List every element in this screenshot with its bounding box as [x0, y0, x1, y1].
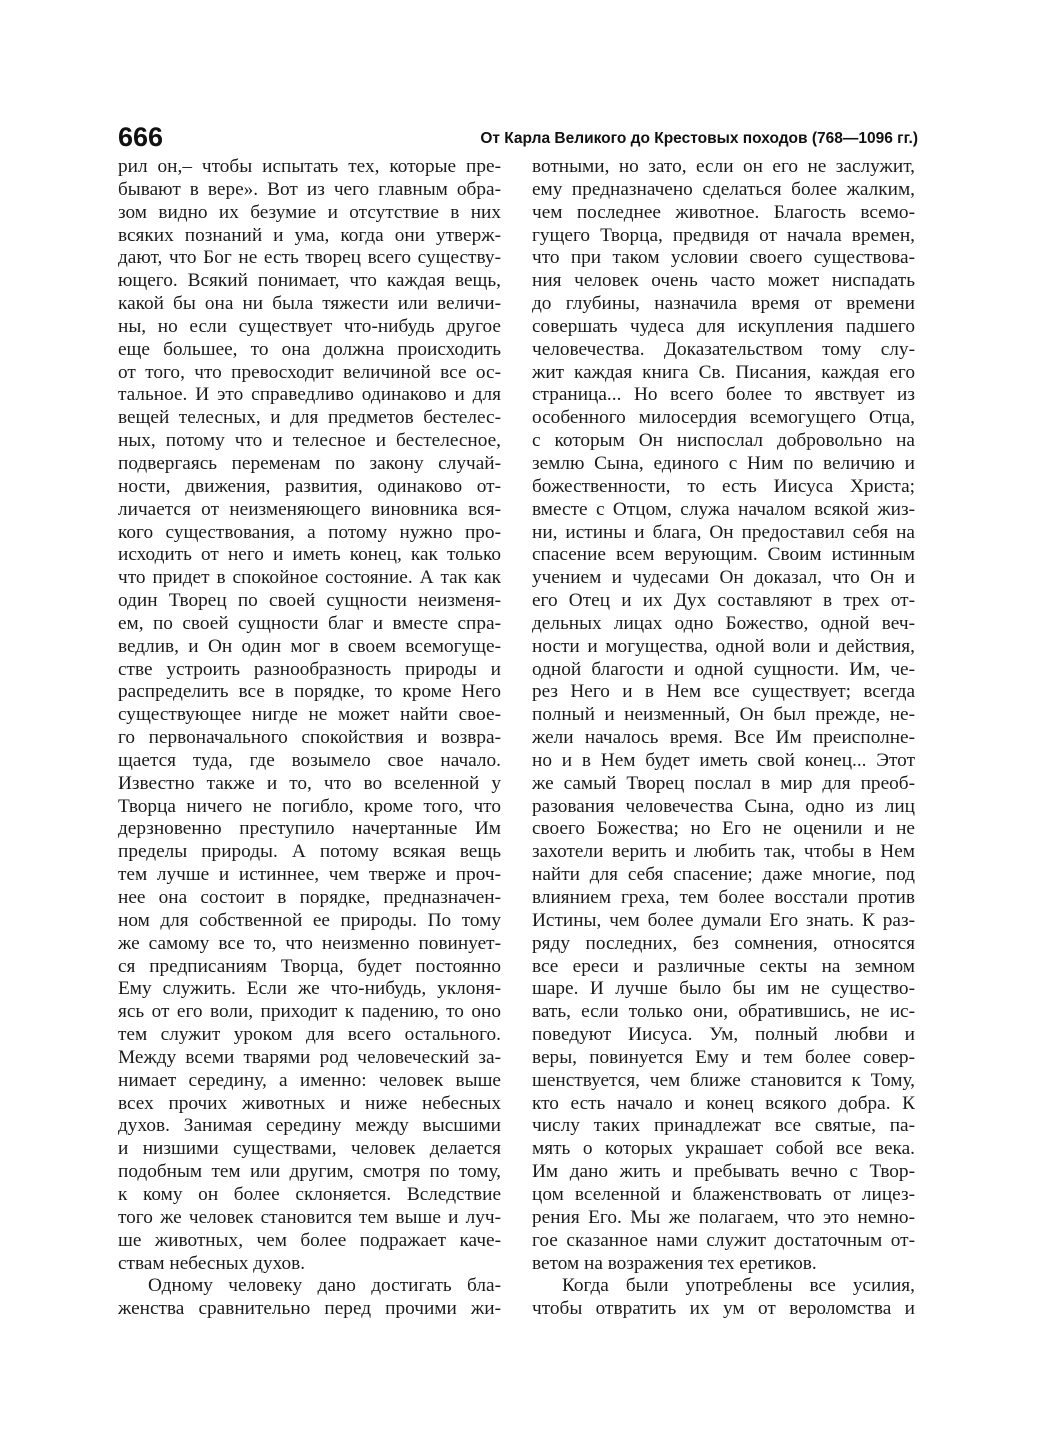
text-line: нимает середину, а именно: человек выше	[118, 1069, 501, 1091]
text-line: кого существования, а потому нужно про-	[118, 521, 501, 543]
page-header	[118, 112, 918, 152]
text-line: Им дано жить и пребывать вечно с Твор-	[532, 1161, 915, 1183]
text-line: к кому он более склоняется. Вследствие	[118, 1183, 501, 1205]
text-line: еще большее, то она должна происходить	[118, 338, 501, 360]
text-line: жели началось время. Все Им преисполне-	[532, 727, 915, 749]
text-line: чтобы отвратить их ум от вероломства и	[532, 1298, 915, 1320]
text-line: землю Сына, единого с Ним по величию и	[532, 452, 915, 474]
text-line: Известно также и то, что во вселенной у	[118, 772, 501, 794]
text-line: чем последнее животное. Благость всемо-	[532, 201, 915, 223]
text-line: тальное. И это справедливо одинаково и для	[118, 384, 501, 406]
text-line: ясь от его воли, приходит к падению, то оно	[118, 1001, 501, 1023]
text-line: до глубины, назначила время от времени	[532, 293, 915, 315]
text-line: ше животных, чем более подражает каче-	[118, 1229, 501, 1251]
text-line: тем лучше и истиннее, чем тверже и проч-	[118, 864, 501, 886]
text-line: полный и неизменный, Он был прежде, не-	[532, 704, 915, 726]
text-line: один Творец по своей сущности неизменя-	[118, 590, 501, 612]
text-line: гое сказанное нами служит достаточным от-	[532, 1229, 915, 1251]
text-line: тем служит уроком для всего остального.	[118, 1024, 501, 1046]
text-line: ствам небесных духов.	[118, 1252, 306, 1274]
text-line: его Отец и их Дух составляют в трех от-	[532, 590, 915, 612]
text-line: божественности, то есть Иисуса Христа;	[532, 475, 915, 497]
text-line: ряду последних, без сомнения, относятся	[532, 932, 915, 954]
text-line: существующее нигде не может найти свое-	[118, 704, 501, 726]
text-line: вать, если только они, обратившись, не ис-	[532, 1001, 915, 1023]
text-line: пределы природы. А потому всякая вещь	[118, 841, 501, 863]
text-line: женства сравнительно перед прочими жи-	[118, 1298, 501, 1320]
text-line: мять о которых украшает собой все века.	[532, 1138, 915, 1160]
text-line: спасение всем верующим. Своим истинным	[532, 544, 915, 566]
text-line: же самый Творец послал в мир для преоб-	[532, 772, 915, 794]
text-line: жит каждая книга Св. Писания, каждая его	[532, 361, 915, 383]
text-line: от того, что превосходит величиной все ос-	[118, 361, 501, 383]
text-line: ности, движения, развития, одинаково от-	[118, 475, 501, 497]
text-line: личается от неизменяющего виновника вся-	[118, 498, 501, 520]
text-line: человечества. Доказательством тому слу-	[532, 338, 915, 360]
text-line: своего Божества; но Его не оценили и не	[532, 818, 915, 840]
text-line: ни, истины и блага, Он предоставил себя на	[532, 521, 915, 543]
text-line: числу таких принадлежат все святые, па-	[532, 1115, 915, 1137]
text-line: кто есть начало и конец всякого добра. К	[532, 1092, 915, 1114]
text-column-right	[532, 156, 915, 1321]
page-number: 666	[118, 122, 164, 152]
text-line: страница... Но всего более то явствует из	[532, 384, 915, 406]
text-line: влиянием греха, тем более восстали против	[532, 887, 915, 908]
text-line: что при таком условии своего существова-	[532, 247, 915, 269]
text-line: одной благости и одной сущности. Им, че-	[532, 658, 915, 680]
text-line: рил он,– чтобы испытать тех, которые пре-	[118, 156, 501, 177]
text-line: ем, по своей сущности благ и вместе спра-	[118, 612, 501, 634]
text-line: ющего. Всякий понимает, что каждая вещь,	[118, 270, 501, 292]
text-line: поведуют Иисуса. Ум, полный любви и	[532, 1024, 915, 1046]
text-line: ния человек очень часто может ниспадать	[532, 270, 915, 292]
text-line: зом видно их безумие и отсутствие в них	[118, 201, 501, 223]
text-line: Одному человеку дано достигать бла-	[148, 1275, 501, 1297]
text-line: исходить от него и иметь конец, как только	[118, 544, 501, 566]
text-line: вотными, но зато, если он его не заслужит,	[532, 156, 915, 177]
text-line: разования человечества Сына, одно из лиц	[532, 795, 915, 817]
text-line: с которым Он ниспослал добровольно на	[532, 430, 915, 452]
text-line: дельных лицах одно Божество, одной веч-	[532, 612, 915, 634]
text-line: вещей телесных, и для предметов бестелес-	[118, 407, 501, 429]
text-line: ветом на возражения тех еретиков.	[532, 1252, 817, 1274]
running-title: От Карла Великого до Крестовых походов (768—1096 гг.)	[480, 130, 918, 147]
text-column-left	[118, 156, 501, 1321]
text-line: рез Него и в Нем все существует; всегда	[532, 681, 915, 703]
text-line: шенствуется, чем ближе становится к Тому,	[532, 1069, 915, 1091]
text-line: Истины, чем более думали Его знать. К раз-	[532, 909, 915, 931]
text-line: стве устроить разнообразность природы и	[118, 658, 501, 680]
text-line: что придет в спокойное состояние. А так как	[118, 567, 501, 589]
text-line: Ему служить. Если же что-нибудь, уклоня-	[118, 978, 501, 1000]
text-line: Между всеми тварями род человеческий за-	[118, 1046, 501, 1068]
text-line: какой бы она ни была тяжести или величи-	[118, 293, 501, 315]
text-line: щается туда, где возымело свое начало.	[118, 749, 501, 771]
text-line: го первоначального спокойствия и возвра-	[118, 727, 501, 749]
text-line: бывают в вере». Вот из чего главным обра-	[118, 178, 501, 200]
text-line: и низшими существами, человек делается	[118, 1138, 501, 1160]
text-line: все ереси и различные секты на земном	[532, 955, 915, 977]
text-line: ему предназначено сделаться более жалким,	[532, 178, 915, 200]
text-line: ном для собственной ее природы. По тому	[118, 909, 501, 931]
text-line: того же человек становится тем выше и луч-	[118, 1206, 501, 1228]
text-line: гущего Творца, предвидя от начала времен,	[532, 224, 915, 246]
text-line: дерзновенно преступило начертанные Им	[118, 818, 501, 840]
text-line: всех прочих животных и ниже небесных	[118, 1092, 501, 1114]
text-line: шаре. И лучше было бы им не существо-	[532, 978, 915, 1000]
text-line: же самому все то, что неизменно повинует-	[118, 932, 501, 954]
text-line: подвергаясь переменам по закону случай-	[118, 452, 501, 474]
text-line: цом вселенной и блаженствовать от лицез-	[532, 1183, 915, 1205]
text-line: ны, но если существует что-нибудь другое	[118, 315, 501, 337]
text-line: подобным тем или другим, смотря по тому,	[118, 1161, 501, 1183]
text-line: рения Его. Мы же полагаем, что это немно-	[532, 1206, 915, 1228]
text-line: ности и могущества, одной воли и действия,	[532, 635, 915, 657]
text-line: учением и чудесами Он доказал, что Он и	[532, 567, 915, 589]
text-line: Когда были употреблены все усилия,	[562, 1275, 915, 1297]
text-line: захотели верить и любить так, чтобы в Нем	[532, 841, 915, 863]
text-line: веры, повинуется Ему и тем более совер-	[532, 1046, 915, 1068]
text-line: Творца ничего не погибло, кроме того, что	[118, 795, 501, 817]
text-line: ных, потому что и телесное и бестелесное,	[118, 430, 501, 452]
text-line: совершать чудеса для искупления падшего	[532, 315, 915, 337]
text-line: особенного милосердия всемогущего Отца,	[532, 407, 915, 429]
text-line: нее она состоит в порядке, предназначен-	[118, 887, 501, 908]
text-line: найти для себя спасение; даже многие, под	[532, 864, 915, 886]
text-line: ведлив, и Он один мог в своем всемогуще-	[118, 635, 501, 657]
text-line: духов. Занимая середину между высшими	[118, 1115, 501, 1137]
text-line: вместе с Отцом, служа началом всякой жиз-	[532, 498, 915, 520]
text-line: всяких познаний и ума, когда они утверж-	[118, 224, 501, 246]
text-line: распределить все в порядке, то кроме Него	[118, 681, 501, 703]
text-line: но и в Нем будет иметь свой конец... Этот	[532, 749, 915, 771]
text-line: дают, что Бог не есть творец всего существу-	[118, 247, 501, 269]
text-line: ся предписаниям Творца, будет постоянно	[118, 955, 501, 977]
